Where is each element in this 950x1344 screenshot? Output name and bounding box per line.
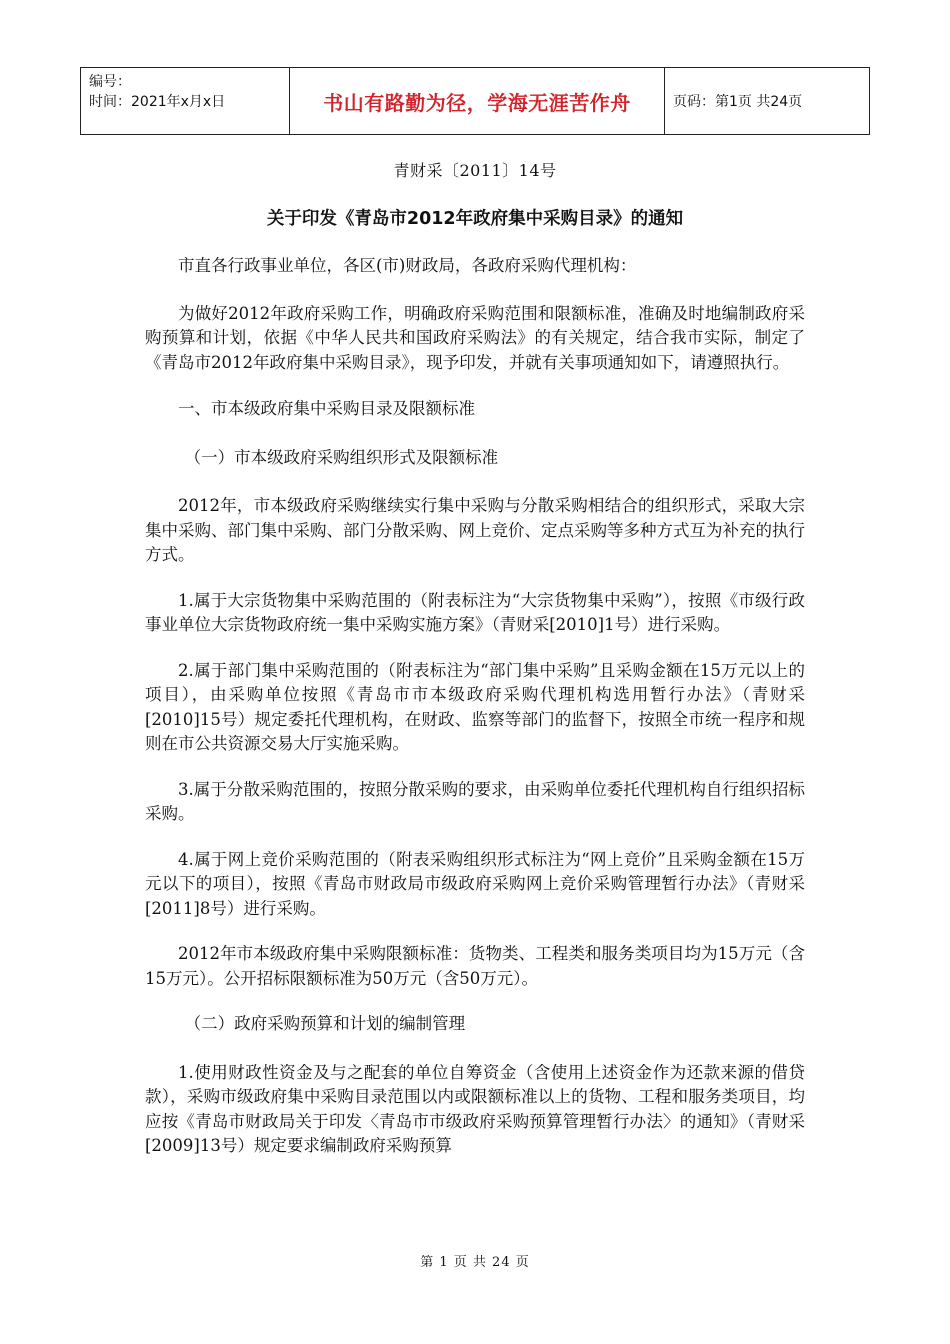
header-meta-cell (81, 68, 290, 135)
subsection-heading-2: （二）政府采购预算和计划的编制管理 (184, 1014, 466, 1033)
paragraph-budget-1: 1.使用财政性资金及与之配套的单位自筹资金（含使用上述资金作为还款来源的借贷款），采购市级政府集中采购目录范围以内或限额标准以上的货物、工程和服务类项目，均应按《青岛市财政局关于印发〈青岛市市级政府采购预算管理暂行办法〉的通知》（青财采[2009]13号）规定要求编制政府采购预算 (145, 1062, 805, 1155)
header-motto: 书山有路勤为径，学海无涯苦作舟 (290, 68, 665, 135)
document-body (145, 254, 805, 1180)
document-title: 关于印发《青岛市2012年政府集中采购目录》的通知 (266, 209, 684, 229)
page-footer: 第 1 页 共 24 页 (420, 1255, 530, 1270)
paragraph-intro: 为做好2012年政府采购工作，明确政府采购范围和限额标准，准确及时地编制政府采购预算和计划，依据《中华人民共和国政府采购法》的有关规定，结合我市实际，制定了《青岛市2012年政府集中采购目录》，现予印发，并就有关事项通知如下，请遵照执行。 (145, 303, 805, 372)
subsection-heading-1: （一）市本级政府采购组织形式及限额标准 (184, 447, 499, 467)
serial-label: 编号： (89, 74, 131, 90)
paragraph-item-1: 1.属于大宗货物集中采购范围的（附表标注为“大宗货物集中采购”），按照《市级行政事业单位大宗货物政府统一集中采购实施方案》（青财采[2010]1号）进行采购。 (145, 590, 805, 634)
paragraph-item-2: 2.属于部门集中采购范围的（附表标注为“部门集中采购”且采购金额在15万元以上的项目），由采购单位按照《青岛市市本级政府采购代理机构选用暂行办法》（青财采[2010]15号）规定委托代理机构，在财政、监察等部门的监督下，按照全市统一程序和规则在市公共资源交易大厅实施采购。 (145, 660, 805, 753)
document-number: 青财采〔2011〕14号 (393, 161, 557, 180)
date-label: 时间：2021年x月x日 (89, 94, 226, 110)
header-page-info: 页码：第1页 共24页 (665, 68, 870, 135)
paragraph-item-3: 3.属于分散采购范围的，按照分散采购的要求，由采购单位委托代理机构自行组织招标采购。 (145, 779, 805, 823)
paragraph-item-4: 4.属于网上竞价采购范围的（附表采购组织形式标注为“网上竞价”且采购金额在15万元以下的项目），按照《青岛市财政局市级政府采购网上竞价采购管理暂行办法》（青财采[2011]8号）进行采购。 (145, 849, 805, 918)
section-heading-1: 一、市本级政府集中采购目录及限额标准 (178, 399, 475, 418)
header-table (80, 67, 870, 135)
paragraph-organization: 2012年，市本级政府采购继续实行集中采购与分散采购相结合的组织形式，采取大宗集中采购、部门集中采购、部门分散采购、网上竞价、定点采购等多种方式互为补充的执行方式。 (145, 496, 805, 564)
salutation: 市直各行政事业单位，各区(市)财政局，各政府采购代理机构： (178, 256, 637, 275)
paragraph-threshold: 2012年市本级政府集中采购限额标准：货物类、工程类和服务类项目均为15万元（含15万元）。公开招标限额标准为50万元（含50万元）。 (145, 944, 805, 988)
